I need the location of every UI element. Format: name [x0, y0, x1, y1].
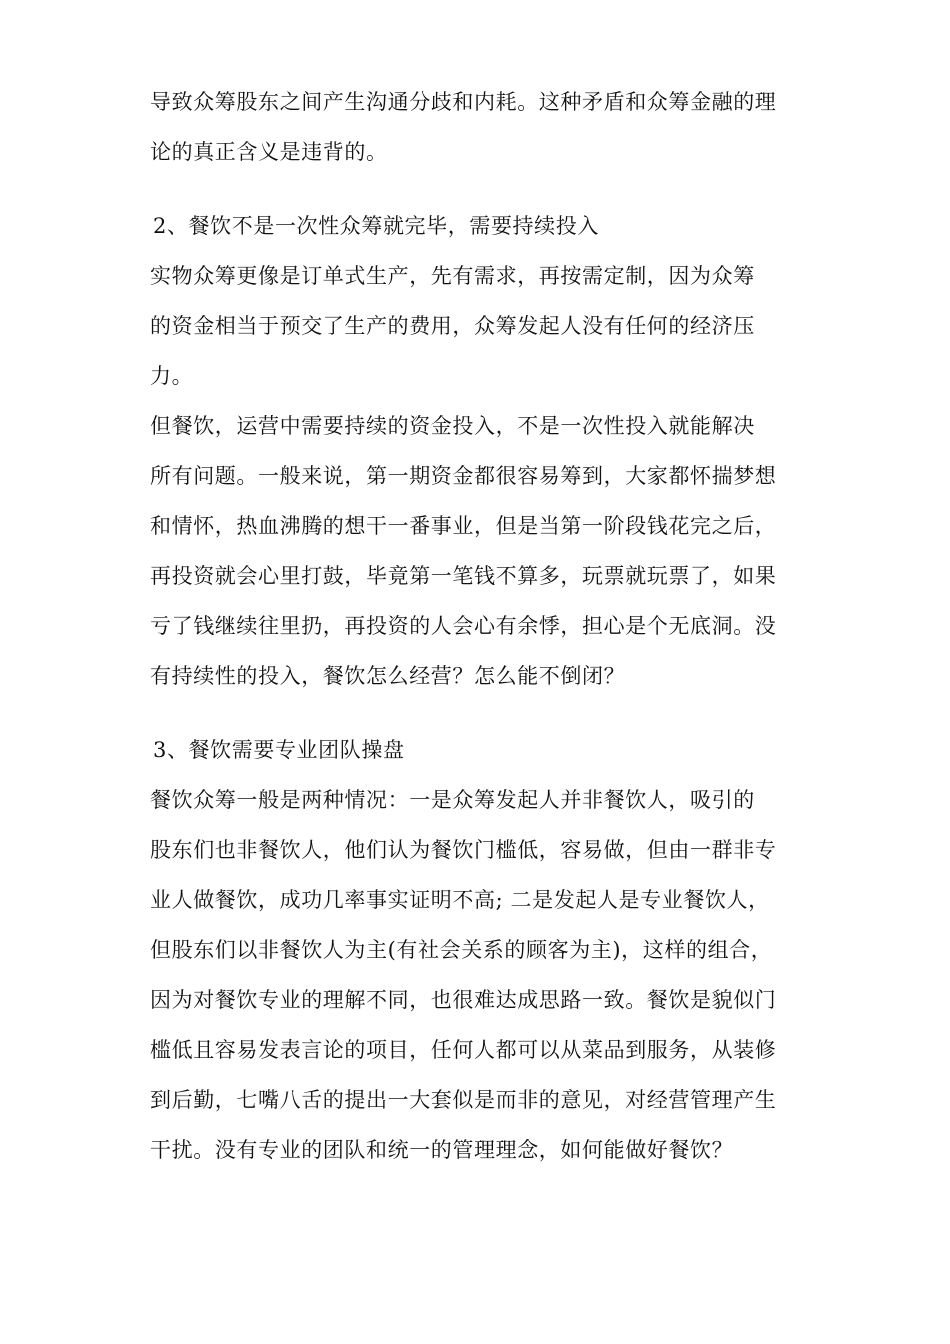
paragraph-line: 和情怀，热血沸腾的想干一番事业，但是当第一阶段钱花完之后，: [150, 514, 777, 538]
paragraph-line: 实物众筹更像是订单式生产，先有需求，再按需定制，因为众筹: [150, 264, 755, 288]
paragraph-line: 再投资就会心里打鼓，毕竟第一笔钱不算多，玩票就玩票了，如果: [150, 564, 777, 588]
paragraph-line: 力。: [150, 364, 194, 388]
paragraph-line: 餐饮众筹一般是两种情况：一是众筹发起人并非餐饮人，吸引的: [150, 788, 755, 812]
paragraph-line: 有持续性的投入，餐饮怎么经营？怎么能不倒闭？: [150, 664, 626, 688]
paragraph-line: 所有问题。一般来说，第一期资金都很容易筹到，大家都怀揣梦想: [150, 464, 777, 488]
paragraph-line: 槛低且容易发表言论的项目，任何人都可以从菜品到服务，从装修: [150, 1038, 777, 1062]
paragraph-line: 但股东们以非餐饮人为主(有社会关系的顾客为主)，这样的组合，: [150, 938, 773, 962]
paragraph-line: 导致众筹股东之间产生沟通分歧和内耗。这种矛盾和众筹金融的理: [150, 90, 777, 114]
paragraph-line: 干扰。没有专业的团队和统一的管理理念，如何能做好餐饮？: [150, 1138, 734, 1162]
paragraph-line: 股东们也非餐饮人，他们认为餐饮门槛低，容易做，但由一群非专: [150, 838, 777, 862]
paragraph-line: 因为对餐饮专业的理解不同，也很难达成思路一致。餐饮是貌似门: [150, 988, 777, 1012]
paragraph-line: 业人做餐饮，成功几率事实证明不高; 二是发起人是专业餐饮人，: [150, 888, 770, 912]
paragraph-line: 亏了钱继续往里扔，再投资的人会心有余悸，担心是个无底洞。没: [150, 614, 777, 638]
paragraph-line: 但餐饮，运营中需要持续的资金投入，不是一次性投入就能解决: [150, 414, 755, 438]
paragraph-line: 的资金相当于预交了生产的费用，众筹发起人没有任何的经济压: [150, 314, 755, 338]
section-heading-2: 2、餐饮不是一次性众筹就完毕，需要持续投入: [153, 214, 599, 238]
paragraph-line: 论的真正含义是违背的。: [150, 140, 388, 164]
section-heading-3: 3、餐饮需要专业团队操盘: [153, 738, 405, 762]
paragraph-line: 到后勤，七嘴八舌的提出一大套似是而非的意见，对经营管理产生: [150, 1088, 777, 1112]
